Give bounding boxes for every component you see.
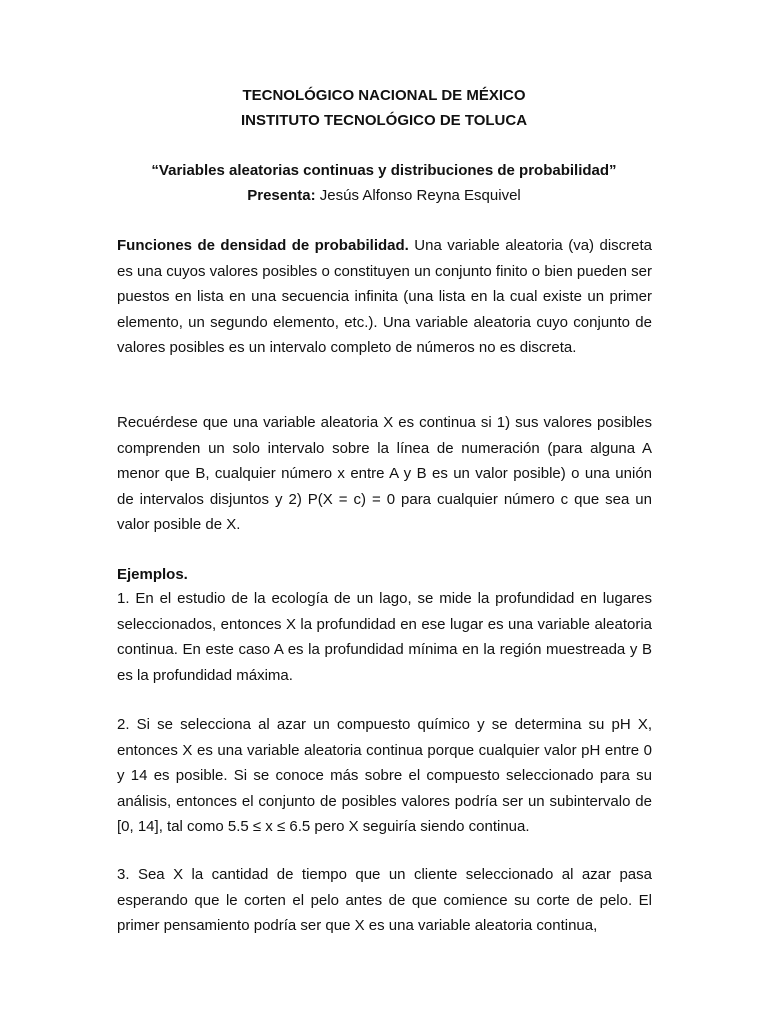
- example-1-paragraph: 1. En el estudio de la ecología de un lago, se mide la profundidad en lugares seleccionados, entonces X la profundidad en ese lugar es una variable aleatoria continua. En este caso A es la profundidad mínima en la región muestreada y B es la profundidad máxima.: [117, 590, 652, 684]
- section-1-heading: Funciones de densidad de probabilidad.: [117, 237, 409, 254]
- institution-line-1: TECNOLÓGICO NACIONAL DE MÉXICO: [242, 87, 526, 104]
- section-2-paragraph: Recuérdese que una variable aleatoria X es continua si 1) sus valores posibles comprenden un solo intervalo sobre la línea de numeración (para alguna A menor que B, cualquier número x entre A y B es un valor posible) o una unión de intervalos disjuntos y 2) P(X = c) = 0 para cualquier número c que sea un valor posible de X.: [117, 414, 652, 533]
- institution-line-2: INSTITUTO TECNOLÓGICO DE TOLUCA: [240, 112, 528, 129]
- section-1-paragraph: [117, 233, 652, 361]
- examples-heading: Ejemplos.: [117, 566, 188, 583]
- presenter-label: Presenta:: [247, 187, 316, 204]
- presenter-line: [0, 187, 768, 205]
- presenter-name: Jesús Alfonso Reyna Esquivel: [315, 187, 521, 204]
- document-title: “Variables aleatorias continuas y distribuciones de probabilidad”: [151, 162, 617, 179]
- example-2-paragraph: 2. Si se selecciona al azar un compuesto químico y se determina su pH X, entonces X es una variable aleatoria continua porque cualquier valor pH entre 0 y 14 es posible. Si se conoce más sobre el compuesto seleccionado para su análisis, entonces el conjunto de posibles valores podría ser un subintervalo de [0, 14], tal como 5.5 ≤ x ≤ 6.5 pero X seguiría siendo continua.: [117, 716, 652, 835]
- example-3-paragraph: 3. Sea X la cantidad de tiempo que un cliente seleccionado al azar pasa esperando que le corten el pelo antes de que comience su corte de pelo. El primer pensamiento podría ser que X es una variable aleatoria continua,: [117, 866, 652, 934]
- section-1-body: Una variable aleatoria (va) discreta es una cuyos valores posibles o constituyen un conjunto finito o bien pueden ser puestos en lista en una secuencia infinita (una lista en la cual existe un primer elemento, un segundo elemento, etc.). Una variable aleatoria cuyo conjunto de valores posibles es un intervalo completo de números no es discreta.: [117, 237, 653, 356]
